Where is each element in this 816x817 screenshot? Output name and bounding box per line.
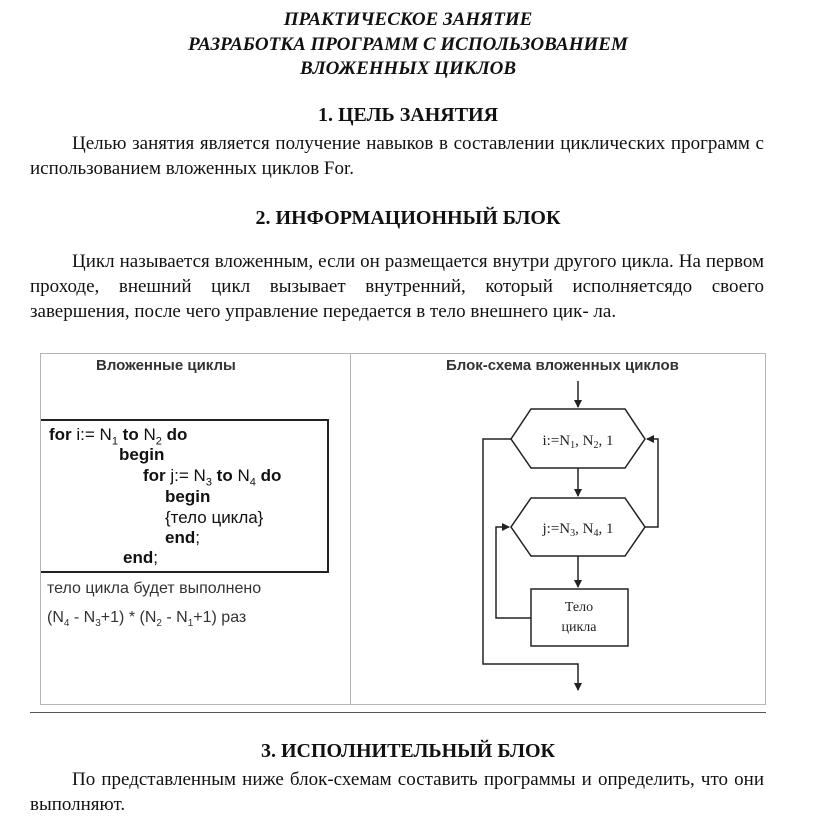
- inner-exit-arrow: [645, 439, 658, 527]
- inner-loop-label: $j:=N_3$, $N_4$, 1: [542, 521, 614, 539]
- loop-body-box: [531, 589, 628, 646]
- nested-loops-figure: [40, 353, 766, 705]
- code-line-inner-begin: begin: [165, 487, 211, 506]
- code-line-loop-body: {тело цикла}: [165, 508, 264, 527]
- flowchart: [41, 354, 765, 704]
- code-line-outer-begin: begin: [119, 445, 165, 464]
- section-divider: [30, 712, 766, 713]
- left-figure-title: Вложенные циклы: [96, 357, 236, 374]
- code-line-outer-end: end;: [123, 548, 158, 567]
- section2-heading: 2. ИНФОРМАЦИОННЫЙ БЛОК: [255, 207, 561, 229]
- iterations-note: тело цикла будет выполнено: [47, 580, 262, 597]
- section1-heading: 1. ЦЕЛЬ ЗАНЯТИЯ: [317, 104, 499, 126]
- section3-heading: 3. ИСПОЛНИТЕЛЬНЫЙ БЛОК: [260, 740, 556, 762]
- section2-text: Цикл называется вложенным, если он размещается внутри другого цикла. На первом проходе, внешний цикл вызывает внутренний, который исполняетсядо своего завершения, после чего управление передается в тело внешнего цик- ла.: [30, 251, 764, 322]
- code-line-outer-for: for i:= $N_1$ to $N_2$ do: [49, 425, 188, 448]
- section3-text: По представленным ниже блок-схемам составить программы и определить, что они выполняют.: [30, 769, 764, 815]
- outer-loop-label: $i:=N_1$, $N_2$, 1: [542, 433, 614, 451]
- loop-body-label-line2: цикла: [561, 620, 597, 635]
- code-line-inner-end: end;: [165, 528, 200, 547]
- section1-text: Целью занятия является получение навыков в составлении циклических программ с использованием вложенных циклов For.: [30, 133, 764, 179]
- right-figure-title: Блок-схема вложенных циклов: [446, 357, 679, 374]
- doc-title-line2: РАЗРАБОТКА ПРОГРАММ С ИСПОЛЬЗОВАНИЕМ: [188, 34, 628, 55]
- code-line-inner-for: for j:= $N_3$ to $N_4$ do: [143, 466, 282, 489]
- doc-title-line3: ВЛОЖЕННЫХ ЦИКЛОВ: [299, 58, 517, 79]
- doc-title-line1: ПРАКТИЧЕСКОЕ ЗАНЯТИЕ: [283, 9, 533, 30]
- outer-exit-line: [483, 439, 578, 690]
- iterations-formula: $(N_4 - N_3+1) * (N_2 - N_1+1)$ раз: [47, 609, 247, 630]
- loop-body-label-line1: Тело: [564, 600, 594, 615]
